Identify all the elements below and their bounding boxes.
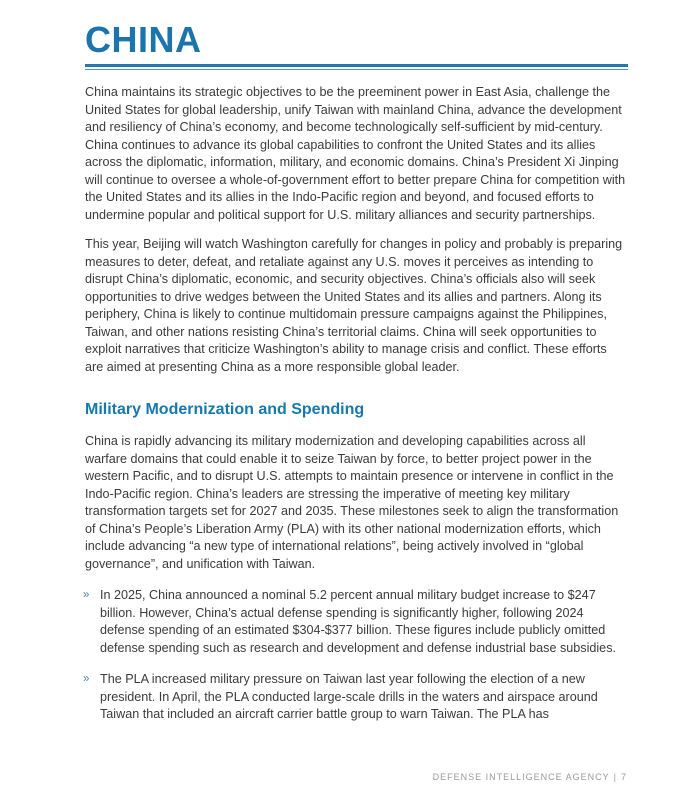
title-underline-rule <box>85 64 628 70</box>
bullet-marker-icon: » <box>83 589 90 601</box>
intro-paragraph-2: This year, Beijing will watch Washington carefully for changes in policy and probably is preparing measures to deter, defeat, and retaliate against any U.S. moves it perceives as intending to disrupt China’s diplomatic, economic, and security objectives. China’s officials also will seek opportunities to drive wedges between the United States and its allies and partners. Along its periphery, China is likely to continue multidomain pressure campaigns against the Philippines, Taiwan, and other nations resisting China’s territorial claims. China will seek opportunities to exploit narratives that criticize Washington’s ability to manage crisis and conflict. These efforts are aimed at presenting China as a more responsible global leader. <box>85 237 623 374</box>
section-heading-military-modernization: Military Modernization and Spending <box>85 401 365 418</box>
intro-paragraph-1: China maintains its strategic objectives to be the preeminent power in East Asia, challenge the United States for global leadership, unify Taiwan with mainland China, advance the development and resiliency of China’s economy, and become technologically self-sufficient by mid-century. China continues to advance its global capabilities to confront the United States and its allies across the diplomatic, information, military, and economic domains. China’s President Xi Jinping will continue to oversee a whole-of-government effort to better prepare China for competition with the United States and its allies in the Indo-Pacific region and beyond, and focused efforts to undermine popular and political support for U.S. military alliances and security partnerships. <box>85 85 626 222</box>
bullet-item-defense-budget <box>85 587 628 657</box>
page-footer <box>433 772 627 782</box>
page-title: CHINA <box>85 19 202 60</box>
bullet-text-defense-budget: In 2025, China announced a nominal 5.2 percent annual military budget increase to $247 billion. However, China’s actual defense spending is significantly higher, following 2024 defense spending of an estimated $304-$377 billion. These figures include publicly omitted defense spending such as research and development and defense industrial base subsidies. <box>100 588 616 655</box>
bullet-item-taiwan-pressure <box>85 671 628 724</box>
bullet-text-taiwan-pressure: The PLA increased military pressure on Taiwan last year following the election of a new president. In April, the PLA conducted large-scale drills in the waters and airspace around Taiwan that included an aircraft carrier battle group to warn Taiwan. The PLA has <box>100 672 598 721</box>
military-section-paragraph: China is rapidly advancing its military modernization and developing capabilities across all warfare domains that could enable it to seize Taiwan by force, to better project power in the western Pacific, and to disrupt U.S. attempts to maintain presence or intervene in conflict in the Indo-Pacific region. China’s leaders are stressing the imperative of meeting key military transformation targets set for 2027 and 2035. These milestones seek to align the transformation of China’s People’s Liberation Army (PLA) with its other national modernization efforts, which include advancing “a new type of international relations”, being actively involved in “global governance”, and unification with Taiwan. <box>85 434 619 571</box>
footer-separator: | <box>613 772 617 782</box>
footer-page-number: 7 <box>620 772 627 782</box>
bullet-marker-icon: » <box>83 673 90 685</box>
footer-agency-name: DEFENSE INTELLIGENCE AGENCY <box>432 772 610 782</box>
